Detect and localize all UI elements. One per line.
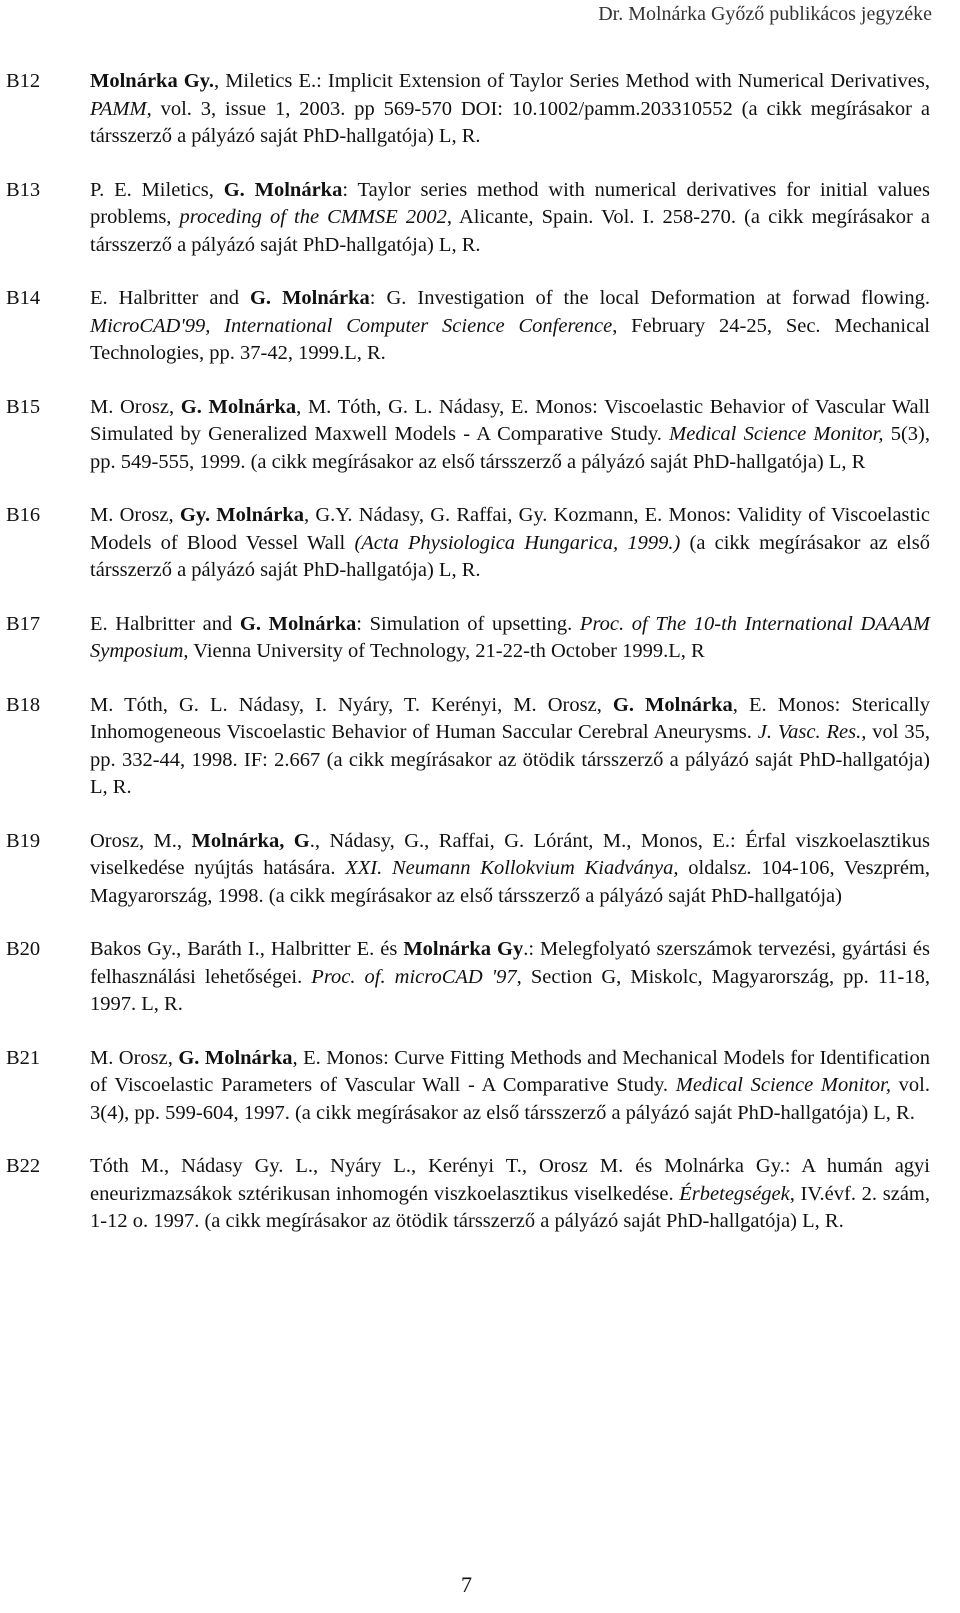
citation-text: (a cikk megírásakor az első társszerző a pályázó saját PhD-hallgatója) L, R. (90, 531, 930, 581)
publication-entry (0, 177, 960, 260)
entry-citation (90, 68, 930, 151)
citation-text: , Miletics E.: Implicit Extension of Taylor Series Method with Numerical Derivatives, (213, 70, 930, 92)
citation-text: , Alicante, Spain. Vol. I. 258-270. (a cikk megírásakor a társszerző a pályázó saját PhD-hallgatója) L, R. (90, 206, 931, 256)
venue-title: Érbetegségek (679, 1182, 790, 1205)
entry-id: B17 (6, 612, 41, 635)
venue-title: XXI. Neumann Kollokvium Kiadványa, (345, 857, 679, 879)
citation-text: , E. Monos: Sterically Inhomogeneous Viscoelastic Behavior of Human Saccular Cerebral Aneurysms. (90, 693, 930, 743)
entry-id: B20 (6, 938, 41, 960)
venue-title: proceding of the CMMSE 2002 (179, 206, 447, 228)
author-highlight: G. Molnárka (223, 178, 343, 201)
citation-text: 5(3), pp. 549-555, 1999. (a cikk megírásakor az első társszerző a pályázó saját PhD-hallgatója) L, R (90, 423, 930, 473)
page-number: 7 (461, 1572, 472, 1597)
citation-text: oldalsz. 104-106, Veszprém, Magyarország, 1998. (a cikk megírásakor az első társszerző a pályázó saját PhD-hallgatója) (90, 857, 930, 907)
publication-entry (0, 692, 960, 802)
entry-id: B15 (6, 395, 41, 418)
publication-entry (0, 1045, 960, 1128)
entry-citation (90, 394, 930, 477)
citation-text: : Simulation of upsetting. (356, 612, 580, 635)
citation-text: E. Halbritter and (90, 287, 250, 309)
venue-title: Proc. of. microCAD '97 (311, 965, 517, 988)
citation-text: M. Orosz, (90, 504, 180, 526)
citation-text: vol 35, pp. 332-44, 1998. IF: 2.667 (a cikk megírásakor az ötödik társszerző a pályázó saját PhD-hallgatója) L, R. (90, 721, 930, 798)
citation-text: .: Melegfolyató szerszámok tervezési, gyártási és felhasználási lehetőségei. (90, 938, 930, 988)
citation-text: , Section G, Miskolc, Magyarország, pp. 11-18, 1997. L, R. (90, 965, 931, 1015)
entry-id: B18 (6, 693, 41, 716)
citation-text: , Vienna University of Technology, 21-22-th October 1999.L, R (183, 640, 705, 662)
entry-id: B12 (6, 70, 41, 92)
entry-id: B13 (6, 178, 41, 201)
entry-citation (90, 611, 930, 666)
venue-title: Proc. of The 10-th International DAAAM Symposium (90, 612, 930, 662)
citation-text: , E. Monos: Curve Fitting Methods and Mechanical Models for Identification of Viscoelastic Parameters of Vascular Wall - A Comparative Study. (90, 1046, 930, 1096)
publication-list (0, 68, 960, 1262)
citation-text: , G.Y. Nádasy, G. Raffai, Gy. Kozmann, E. Monos: Validity of Viscoelastic Models of Blood Vessel Wall (90, 504, 931, 554)
venue-title: (Acta Physiologica Hungarica, 1999.) (354, 531, 681, 554)
entry-id: B16 (6, 504, 41, 526)
citation-text: vol. 3(4), pp. 599-604, 1997. (a cikk megírásakor az első társszerző a pályázó saját PhD-hallgatója) L, R. (90, 1074, 930, 1124)
page-header: Dr. Molnárka Győző publikácos jegyzéke (598, 3, 932, 25)
author-highlight: G. Molnárka (178, 1046, 293, 1069)
publication-entry (0, 1153, 960, 1236)
entry-citation (90, 177, 930, 260)
venue-title: PAMM (90, 97, 147, 120)
author-highlight: Molnárka, G (191, 829, 310, 852)
author-highlight: G. Molnárka (239, 612, 357, 635)
citation-text: , February 24-25, Sec. Mechanical Technologies, pp. 37-42, 1999.L, R. (90, 314, 930, 364)
entry-id: B19 (6, 829, 41, 852)
publication-entry (0, 68, 960, 151)
citation-text: , vol. 3, issue 1, 2003. pp 569-570 DOI: 10.1002/pamm.203310552 (a cikk megírásakor a társszerző a pályázó saját PhD-hallgatója) L, R. (90, 97, 930, 147)
author-highlight: Molnárka Gy. (90, 70, 214, 92)
publication-entry (0, 502, 960, 585)
citation-text: , IV.évf. 2. szám, 1-12 o. 1997. (a cikk megírásakor az ötödik társszerző a pályázó saját PhD-hallgatója) L, R. (90, 1182, 930, 1232)
venue-title: MicroCAD'99, International Computer Science Conference (90, 314, 613, 337)
author-highlight: G. Molnárka (180, 395, 297, 418)
publication-entry (0, 611, 960, 666)
author-highlight: Molnárka Gy (403, 938, 524, 960)
citation-text: M. Tóth, G. L. Nádasy, I. Nyáry, T. Kerényi, M. Orosz, (90, 693, 613, 716)
venue-title: J. Vasc. Res., (757, 721, 867, 743)
venue-title: Medical Science Monitor, (669, 423, 884, 445)
citation-text: ., Nádasy, G., Raffai, G. Lóránt, M., Monos, E.: Érfal viszkoelasztikus viselkedése nyújtás hatására. (90, 829, 930, 879)
citation-text: E. Halbritter and (90, 612, 240, 635)
entry-citation (90, 936, 930, 1019)
entry-id: B22 (6, 1155, 41, 1177)
citation-text: Tóth M., Nádasy Gy. L., Nyáry L., Kerényi T., Orosz M. és Molnárka Gy.: A humán agyi eneurizmazsákok sztérikusan inhomogén viszkoelasztikus viselkedése. (90, 1155, 930, 1205)
citation-text: P. E. Miletics, (90, 178, 224, 201)
citation-text: : Taylor series method with numerical derivatives for initial values problems, (90, 178, 930, 228)
entry-id: B14 (6, 287, 41, 309)
citation-text: : G. Investigation of the local Deformation at forwad flowing. (369, 287, 930, 309)
publication-entry (0, 828, 960, 911)
publication-entry (0, 394, 960, 477)
entry-citation (90, 1153, 930, 1236)
entry-citation (90, 285, 930, 368)
venue-title: Medical Science Monitor, (675, 1074, 891, 1096)
author-highlight: G. Molnárka (612, 693, 733, 716)
citation-text: , M. Tóth, G. L. Nádasy, E. Monos: Viscoelastic Behavior of Vascular Wall Simulated by Generalized Maxwell Models - A Comparative Study. (90, 395, 930, 445)
entry-citation (90, 692, 930, 802)
citation-text: M. Orosz, (90, 395, 181, 418)
entry-id: B21 (6, 1046, 41, 1069)
publication-entry (0, 936, 960, 1019)
author-highlight: G. Molnárka (249, 287, 370, 309)
entry-citation (90, 828, 930, 911)
citation-text: Bakos Gy., Baráth I., Halbritter E. és (90, 938, 404, 960)
citation-text: Orosz, M., (90, 829, 192, 852)
entry-citation (90, 1045, 930, 1128)
publication-entry (0, 285, 960, 368)
citation-text: M. Orosz, (90, 1046, 179, 1069)
entry-citation (90, 502, 930, 585)
author-highlight: Gy. Molnárka (179, 504, 304, 526)
